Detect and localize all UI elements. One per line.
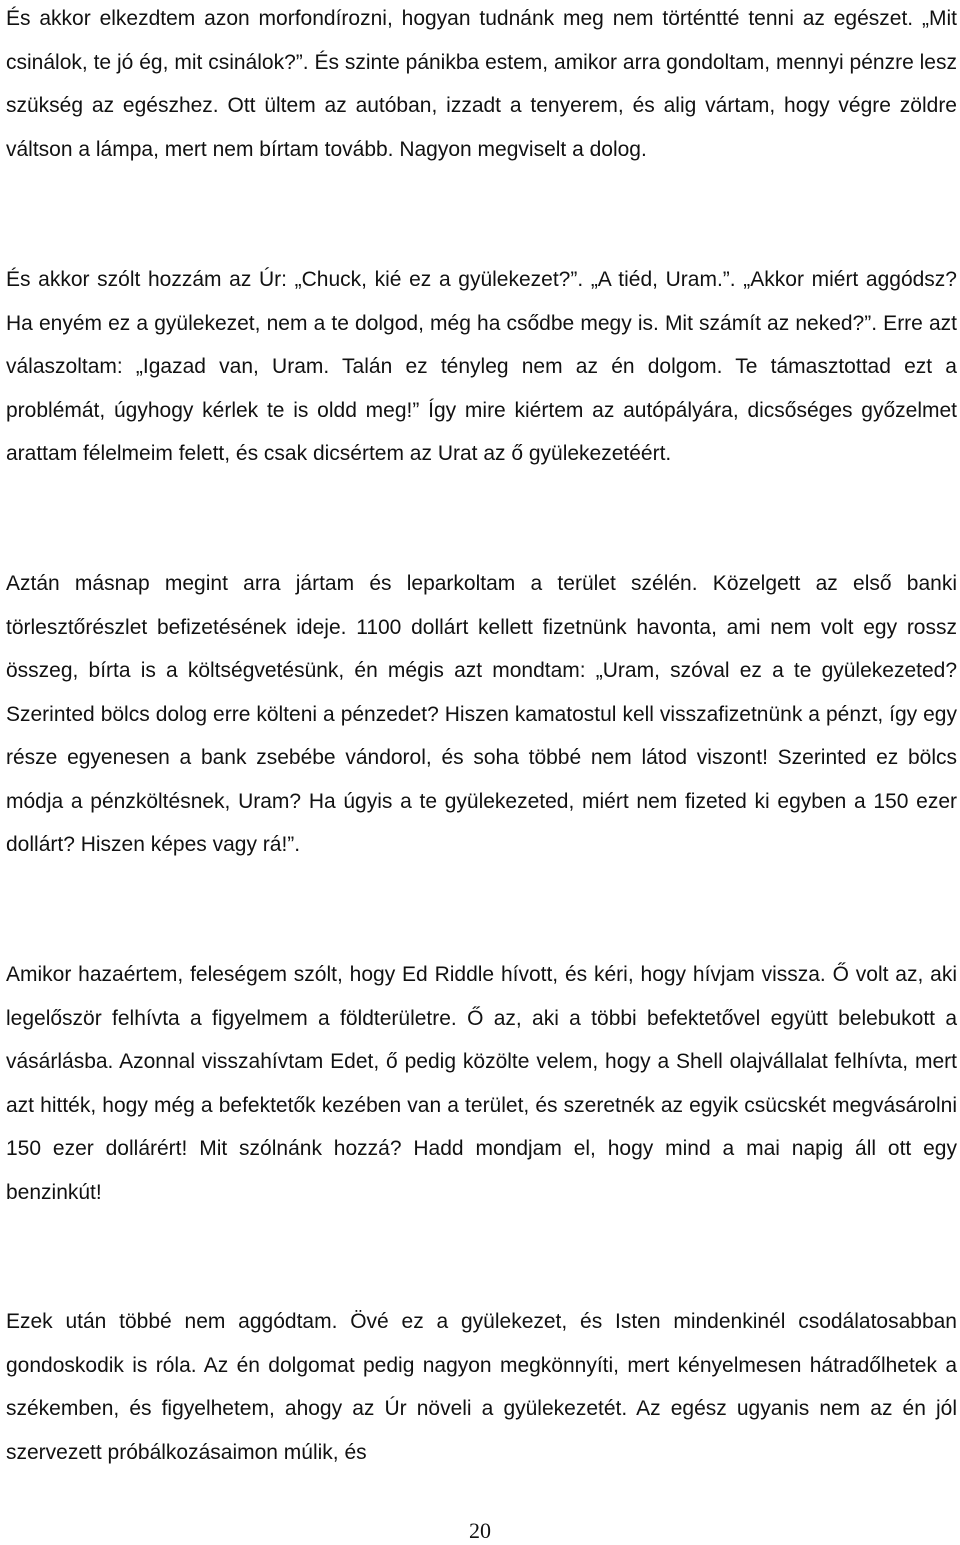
paragraph-4: Amikor hazaértem, feleségem szólt, hogy Ed Riddle hívott, és kéri, hogy hívjam vissza. Ő volt az, aki legelőször felhívta a figyelmem a földterületre. Ő az, aki a többi befektetővel együtt belebukott a vásárlásba. Azonnal visszahívtam Edet, ő pedig közölte velem, hogy a Shell olajvállalat felhívta, mert azt hitték, hogy még a befektetők kezében van a terület, és szeretnék az egyik csücskét megvásárolni 150 ezer dollárért! Mit szólnánk hozzá? Hadd mondjam el, hogy mind a mai napig áll ott egy benzinkút!: [6, 963, 957, 1204]
paragraph-2: És akkor szólt hozzám az Úr: „Chuck, kié ez a gyülekezet?”. „A tiéd, Uram.”. „Akkor miért aggódsz? Ha enyém ez a gyülekezet, nem a te dolgod, még ha csődbe megy is. Mit számít az neked?”. Erre azt válaszoltam: „Igazad van, Uram. Talán ez tényleg nem az én dolgom. Te támasztottad ezt a problémát, úgyhogy kérlek te is oldd meg!” Így mire kiértem az autópályára, dicsőséges győzelmet arattam félelmeim felett, és csak dicsértem az Urat az ő gyülekezetéért.: [6, 268, 957, 465]
paragraph-5: Ezek után többé nem aggódtam. Övé ez a gyülekezet, és Isten mindenkinél csodálatosabban gondoskodik is róla. Az én dolgomat pedig nagyon megkönnyíti, mert kényelmesen hátradőlhetek a székemben, és figyelhetem, ahogy az Úr növeli a gyülekezetét. Az egész ugyanis nem az én jól szervezett próbálkozásaimon múlik, és: [6, 1310, 957, 1464]
page-number: 20: [469, 1518, 491, 1543]
paragraph-1: És akkor elkezdtem azon morfondírozni, hogyan tudnánk meg nem történtté tenni az egészet. „Mit csinálok, te jó ég, mit csinálok?”. És szinte pánikba estem, amikor arra gondoltam, mennyi pénzre lesz szükség az egészhez. Ott ültem az autóban, izzadt a tenyerem, és alig vártam, hogy végre zöldre váltson a lámpa, mert nem bírtam tovább. Nagyon megviselt a dolog.: [6, 7, 957, 161]
paragraph-3: Aztán másnap megint arra jártam és leparkoltam a terület szélén. Közelgett az első banki törlesztőrészlet befizetésének ideje. 1100 dollárt kellett fizetnünk havonta, ami nem volt egy rossz összeg, bírta is a költségvetésünk, én mégis azt mondtam: „Uram, szóval ez a te gyülekezeted? Szerinted bölcs dolog erre költeni a pénzedet? Hiszen kamatostul kell visszafizetnünk a pénzt, így egy része egyenesen a bank zsebébe vándorol, és soha többé nem látod viszont! Szerinted ez bölcs módja a pénzköltésnek, Uram? Ha úgyis a te gyülekezeted, miért nem fizeted ki egyben a 150 ezer dollárt? Hiszen képes vagy rá!”.: [6, 572, 957, 856]
